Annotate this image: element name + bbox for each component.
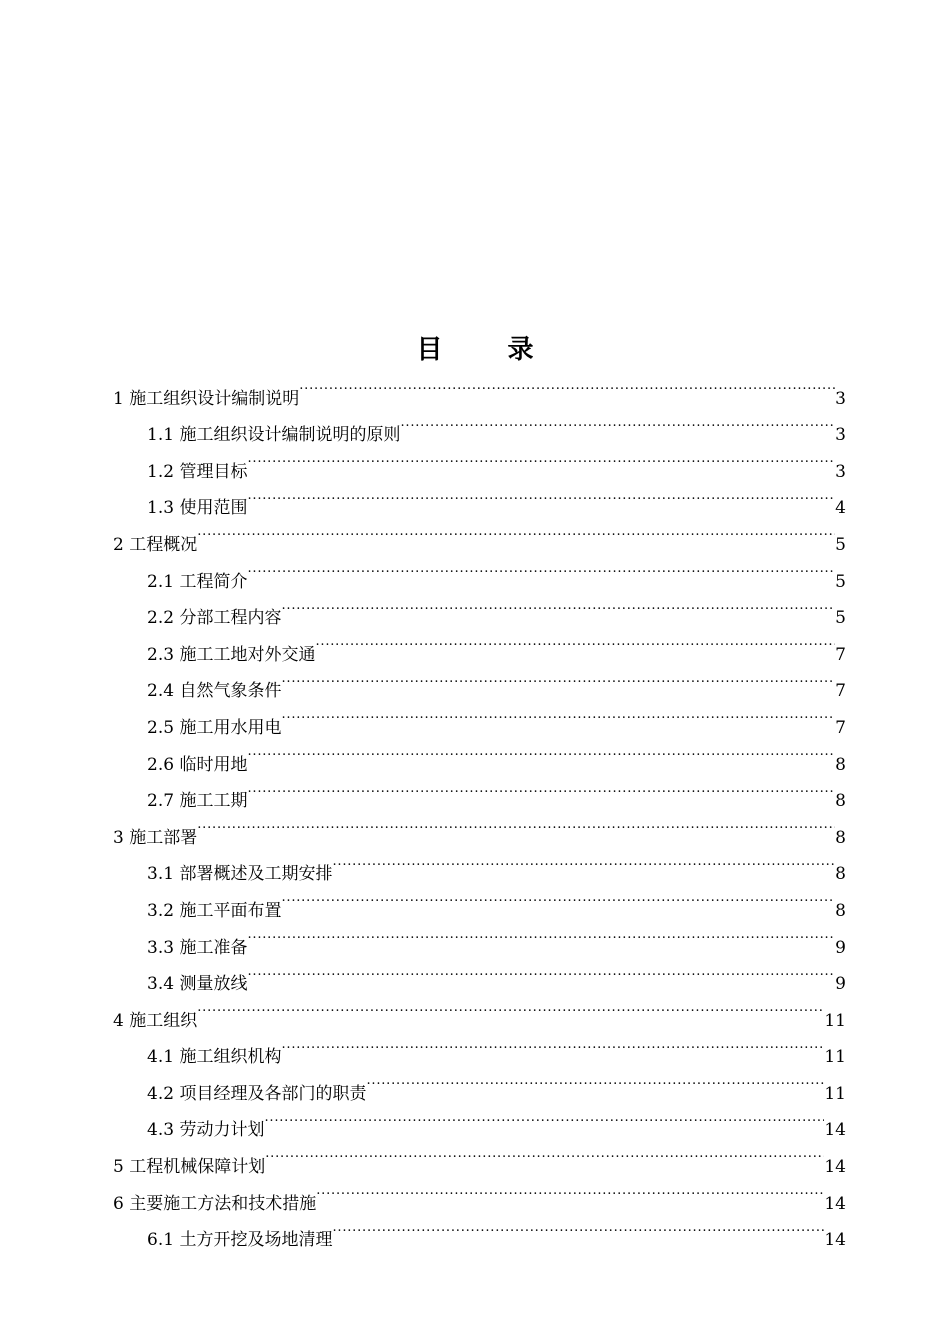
toc-page-number: 4	[835, 498, 846, 519]
toc-leader-dots	[315, 623, 835, 660]
toc-entry-text: 4.1 施工组织机构	[147, 1047, 282, 1068]
toc-entry-text: 4.3 劳动力计划	[147, 1120, 265, 1141]
toc-page-number: 3	[835, 461, 846, 482]
toc-page-number: 7	[835, 681, 846, 702]
toc-entry-text: 2.6 临时用地	[147, 754, 248, 775]
toc-leader-dots	[247, 440, 835, 477]
toc-leader-dots	[197, 806, 835, 843]
toc-page-number: 14	[824, 1193, 846, 1214]
toc-leader-dots	[247, 550, 835, 587]
toc-leader-dots	[247, 477, 835, 514]
toc-entry-text: 2.3 施工工地对外交通	[147, 644, 316, 665]
toc-entry-text: 6.1 土方开挖及场地清理	[147, 1230, 333, 1251]
toc-page-number: 5	[835, 571, 846, 592]
toc-page-number: 11	[824, 1047, 846, 1068]
toc-leader-dots	[197, 989, 824, 1026]
toc-page-number: 11	[824, 1083, 846, 1104]
toc-page-number: 11	[824, 1010, 846, 1031]
toc-entry-text: 3.3 施工准备	[147, 937, 248, 958]
toc-entry-text: 3.1 部署概述及工期安排	[147, 864, 333, 885]
toc-entry-text: 1 施工组织设计编制说明	[113, 388, 300, 409]
toc-page-number: 14	[824, 1230, 846, 1251]
toc-entry-text: 3.2 施工平面布置	[147, 900, 282, 921]
toc-leader-dots	[247, 733, 835, 770]
toc-leader-dots	[281, 660, 835, 697]
toc-entry[interactable]	[113, 367, 846, 409]
toc-leader-dots	[332, 843, 835, 880]
toc-page-number: 9	[835, 974, 846, 995]
toc-entry-text: 2.1 工程简介	[147, 571, 248, 592]
toc-page-number: 5	[835, 608, 846, 629]
toc-entry[interactable]	[113, 989, 846, 1031]
toc-page-number: 8	[835, 827, 846, 848]
toc-entry-text: 4 施工组织	[113, 1010, 198, 1031]
toc-entry-text: 1.3 使用范围	[147, 498, 248, 519]
toc-page-number: 8	[835, 864, 846, 885]
toc-leader-dots	[281, 879, 835, 916]
toc-leader-dots	[247, 916, 835, 953]
toc-entry-text: 2.2 分部工程内容	[147, 608, 282, 629]
toc-entry-text: 4.2 项目经理及各部门的职责	[147, 1083, 367, 1104]
toc-page-number: 7	[835, 644, 846, 665]
toc-page-number: 8	[835, 754, 846, 775]
toc-page-number: 14	[824, 1157, 846, 1178]
toc-entry-text: 1.2 管理目标	[147, 461, 248, 482]
toc-leader-dots	[332, 1209, 824, 1246]
toc-page-number: 3	[835, 425, 846, 446]
toc-entry-text: 6 主要施工方法和技术措施	[113, 1193, 317, 1214]
toc-entry-text: 2 工程概况	[113, 534, 198, 555]
toc-entry-text: 3.4 测量放线	[147, 974, 248, 995]
toc-leader-dots	[400, 404, 835, 441]
toc-leader-dots	[264, 1099, 824, 1136]
toc-page-number: 7	[835, 717, 846, 738]
toc-page-number: 8	[835, 900, 846, 921]
toc-list	[113, 367, 846, 1251]
toc-leader-dots	[281, 696, 835, 733]
toc-page-number: 14	[824, 1120, 846, 1141]
toc-leader-dots	[366, 1062, 824, 1099]
toc-leader-dots	[316, 1172, 824, 1209]
toc-title: 目 录	[416, 335, 562, 365]
toc-leader-dots	[247, 953, 835, 990]
toc-leader-dots	[299, 367, 835, 404]
toc-entry[interactable]	[113, 1026, 846, 1068]
toc-entry-text: 1.1 施工组织设计编制说明的原则	[147, 425, 401, 446]
toc-leader-dots	[247, 770, 835, 807]
toc-leader-dots	[281, 1026, 824, 1063]
toc-leader-dots	[281, 587, 835, 624]
toc-page-number: 5	[835, 534, 846, 555]
toc-entry[interactable]	[113, 513, 846, 555]
toc-entry-text: 2.4 自然气象条件	[147, 681, 282, 702]
toc-page-number: 9	[835, 937, 846, 958]
toc-entry-text: 2.5 施工用水用电	[147, 717, 282, 738]
toc-page-number: 3	[835, 388, 846, 409]
toc-entry[interactable]	[113, 550, 846, 592]
toc-entry-text: 5 工程机械保障计划	[113, 1157, 266, 1178]
toc-entry-text: 2.7 施工工期	[147, 791, 248, 812]
toc-entry[interactable]	[113, 843, 846, 885]
toc-entry-text: 3 施工部署	[113, 827, 198, 848]
toc-entry[interactable]	[113, 806, 846, 848]
toc-leader-dots	[197, 513, 835, 550]
toc-page-number: 8	[835, 791, 846, 812]
toc-leader-dots	[265, 1135, 824, 1172]
